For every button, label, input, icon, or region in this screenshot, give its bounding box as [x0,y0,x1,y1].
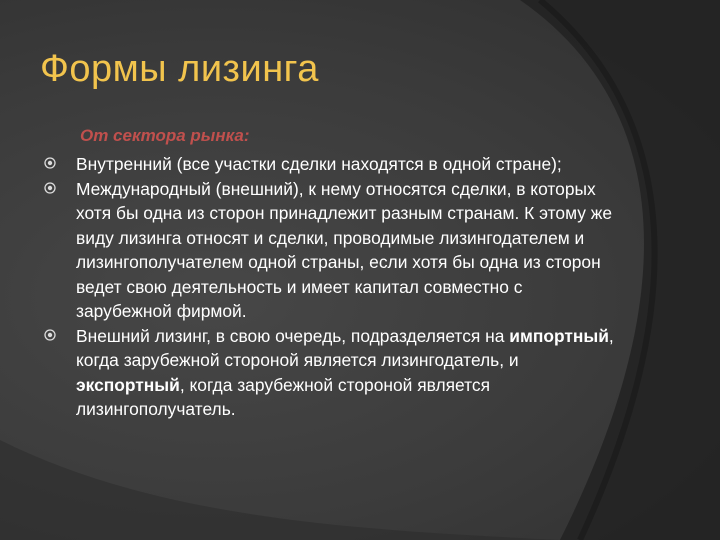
bullet-text: Внутренний (все участки сделки находятся в одной стране); [76,154,562,174]
target-bullet-icon [44,182,56,194]
bullet-text-after: , когда зарубежной стороной является лизингополучатель. [76,374,491,419]
subheading-text: От сектора рынка: [80,128,250,145]
bullet-bold-export: экспортный [76,374,180,395]
slide-content [44,128,614,422]
bullet-text-middle: , когда зарубежной стороной является лизингодатель, и [76,325,614,370]
target-bullet-icon [44,329,56,341]
bullet-bold-import: импортный [509,325,609,346]
bullet-text: Международный (внешний), к нему относятся сделки, в которых хотя бы одна из сторон принадлежит разным странам. К этому же виду лизинга относят и сделки, проводимые лизингодателем и лизингополучателем одной страны, если хотя бы одна из сторон ведет свою деятельность и имеет капитал совместно с зарубежной фирмой. [76,178,613,321]
slide-title: Формы лизинга [40,48,319,90]
bullet-item [44,152,614,177]
target-bullet-icon [44,157,56,169]
section-subheading [80,128,614,152]
bullet-text-before: Внешний лизинг, в свою очередь, подразделяется на [76,325,510,346]
bullet-item [44,177,614,324]
bullet-item [44,324,614,422]
